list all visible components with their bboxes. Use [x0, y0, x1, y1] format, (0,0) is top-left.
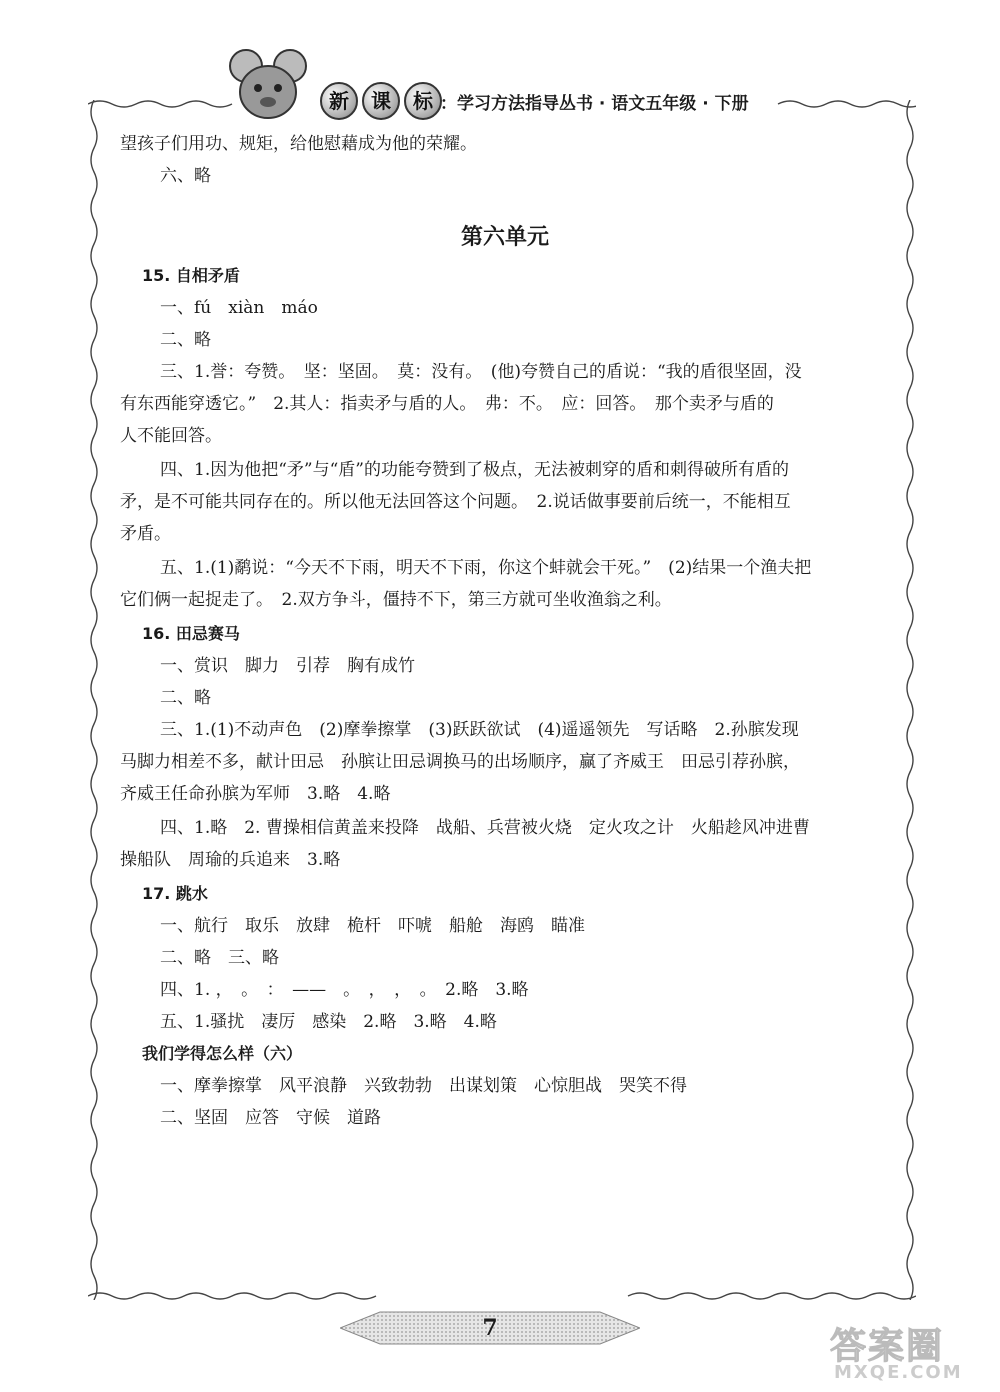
lesson-heading: 17. 跳水 — [142, 884, 208, 903]
text-line: 四、1. ， 。 ： —— 。 ， ， 。 2.略 3.略 — [160, 980, 529, 1000]
page-header — [228, 44, 788, 124]
text-line: 它们俩一起捉走了。 2.双方争斗，僵持不下，第三方就可坐收渔翁之利。 — [120, 590, 672, 610]
brand-char: 课 — [362, 82, 400, 120]
text-line: 望孩子们用功、规矩，给他慰藉成为他的荣耀。 — [120, 134, 477, 154]
text-line: 一、赏识 脚力 引荐 胸有成竹 — [160, 656, 415, 676]
watermark-logo — [820, 1318, 990, 1384]
brand-logo — [320, 82, 442, 120]
text-line: 矛，是不可能共同存在的。所以他无法回答这个问题。 2.说话做事要前后统一，不能相互 — [120, 492, 791, 512]
page-number: 7 — [482, 1315, 498, 1341]
brand-char: 新 — [320, 82, 358, 120]
text-line: 四、1.略 2. 曹操相信黄盖来投降 战船、兵营被火烧 定火攻之计 火船趁风冲进曹 — [160, 818, 810, 838]
text-line: 三、1.誉：夸赞。 坚：坚固。 莫：没有。 (他)夸赞自己的盾说：“我的盾很坚固，没 — [160, 362, 802, 382]
text-line: 人不能回答。 — [120, 426, 222, 446]
text-line: 操船队 周瑜的兵追来 3.略 — [120, 850, 341, 870]
series-title: ：学习方法指导丛书 · 语文五年级 · 下册 — [440, 94, 749, 114]
section-heading: 我们学得怎么样（六） — [142, 1044, 303, 1063]
text-line: 有东西能穿透它。” 2.其人：指卖矛与盾的人。 弗：不。 应：回答。 那个卖矛与盾的 — [120, 394, 774, 414]
text-line: 矛盾。 — [120, 524, 171, 544]
text-line: 二、坚固 应答 守候 道路 — [160, 1108, 381, 1128]
text-line: 五、1.骚扰 凄厉 感染 2.略 3.略 4.略 — [160, 1012, 497, 1032]
text-line: 四、1.因为他把“矛”与“盾”的功能夸赞到了极点，无法被刺穿的盾和刺得破所有盾的 — [160, 460, 789, 480]
text-line: 二、略 — [160, 330, 211, 350]
text-line: 二、略 — [160, 688, 211, 708]
lesson-heading: 15. 自相矛盾 — [142, 266, 240, 285]
watermark-text: 答案圈 — [830, 1326, 945, 1367]
text-line: 六、略 — [160, 166, 211, 186]
text-line: 二、略 三、略 — [160, 948, 279, 968]
text-line: 一、fú xiàn máo — [160, 298, 318, 318]
page-footer — [340, 1310, 640, 1346]
text-line: 齐威王任命孙膑为军师 3.略 4.略 — [120, 784, 391, 804]
text-line: 五、1.(1)鹬说：“今天不下雨，明天不下雨，你这个蚌就会干死。” (2)结果一个渔夫把 — [160, 558, 812, 578]
unit-title: 第六单元 — [460, 225, 549, 250]
mouse-mascot-icon — [228, 44, 308, 124]
text-line: 三、1.(1)不动声色 (2)摩拳擦掌 (3)跃跃欲试 (4)遥遥领先 写话略 2.孙膑发现 — [160, 720, 799, 740]
watermark-url: MXQE.COM — [834, 1362, 963, 1383]
text-line: 马脚力相差不多，献计田忌 孙膑让田忌调换马的出场顺序，赢了齐威王 田忌引荐孙膑， — [120, 752, 800, 772]
brand-char: 标 — [404, 82, 442, 120]
lesson-heading: 16. 田忌赛马 — [142, 624, 240, 643]
text-line: 一、摩拳擦掌 风平浪静 兴致勃勃 出谋划策 心惊胆战 哭笑不得 — [160, 1076, 687, 1096]
text-line: 一、航行 取乐 放肆 桅杆 吓唬 船舱 海鸥 瞄准 — [160, 916, 585, 936]
